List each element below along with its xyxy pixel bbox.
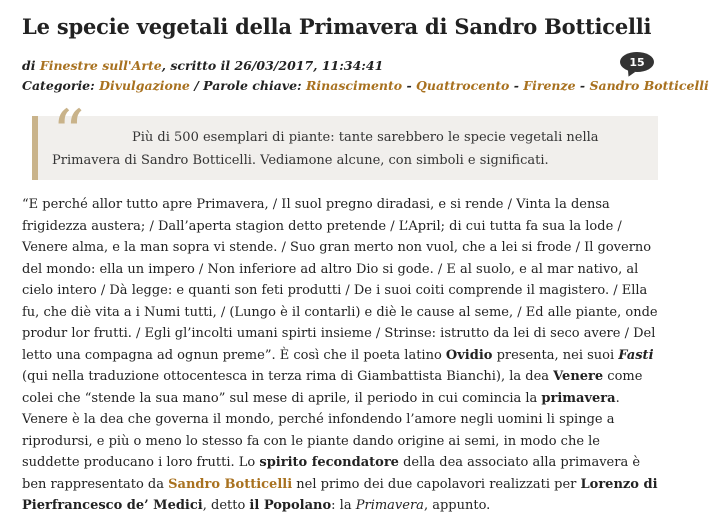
article-body: “E perché allor tutto apre Primavera, / Il suol pregno diradasi, e si rende / Vinta la densa frigidezza austera; / Dall’aperta stagion detto pretende / L’April; di cui tutta fa sua la lode / Venere alma, e la man sopra vi stende. / Suo gran merto non vuol, che a lei si frode / Il governo del mondo: ella un impero / Non inferiore ad altro Dio si gode. / E al suolo, e al mar nativo, al cielo intero / Dà legge: e quanti son feti produtti / De i suoi coiti comprende il magistero. / Ella fu, che diè vita a i Numi tutti, / (Lungo è il contarli) e diè le cause al seme, / Ed alle piante, onde produr lor frutti. / Egli gl’incolti umani spirti insieme / Strinse: istrutto da lei di seco avere / Del letto una compagna ad ognun preme”. È così che il poeta latino Ovidio presenta, nei suoi Fasti (qui nella traduzione ottocentesca in terza rima di Giambattista Bianchi), la dea Venere come colei che “stende la sua mano” sul mese di aprile, il periodo in cui comincia la primavera. Venere è la dea che governa il mondo, perché infondendo l’amore negli uomini li spinge a riprodursi, e più o meno lo stesso fa con le piante dando origine ai semi, in modo che le suddette producano i loro frutti. Lo spirito fecondatore della dea associato alla primavera è ben rappresentato da Sandro Botticelli nel primo dei due capolavori realizzati per Lorenzo di Pierfrancesco de’ Medici, detto il Popolano: la Primavera, appunto. bbox=[22, 197, 658, 513]
comment-count-badge[interactable]: 15 bbox=[620, 52, 654, 72]
lead-quote bbox=[32, 97, 658, 180]
keyword-link[interactable]: Firenze bbox=[523, 78, 576, 93]
article-title: Le specie vegetali della Primavera di Sandro Botticelli bbox=[22, 14, 652, 39]
article-meta bbox=[22, 56, 709, 96]
keyword-link[interactable]: Quattrocento bbox=[416, 78, 510, 93]
keyword-link[interactable]: Sandro Botticelli bbox=[589, 78, 709, 93]
botticelli-link[interactable]: Sandro Botticelli bbox=[168, 476, 293, 492]
category-link[interactable]: Divulgazione bbox=[99, 78, 190, 93]
keyword-link[interactable]: Rinascimento bbox=[306, 78, 403, 93]
author-link[interactable]: Finestre sull'Arte bbox=[39, 58, 162, 73]
author-line: di Finestre sull'Arte, scritto il 26/03/2017, 11:34:41 bbox=[22, 58, 384, 73]
taxonomy-line: Categorie: Divulgazione / Parole chiave: Rinascimento - Quattrocento - Firenze - Sandro Botticelli bbox=[22, 78, 709, 93]
quote-mark-icon: “ bbox=[52, 97, 85, 171]
quote-text: Più di 500 esemplari di piante: tante sarebbero le specie vegetali nella Primavera di Sandro Botticelli. Vediamone alcune, con simboli e significati. bbox=[52, 130, 599, 168]
